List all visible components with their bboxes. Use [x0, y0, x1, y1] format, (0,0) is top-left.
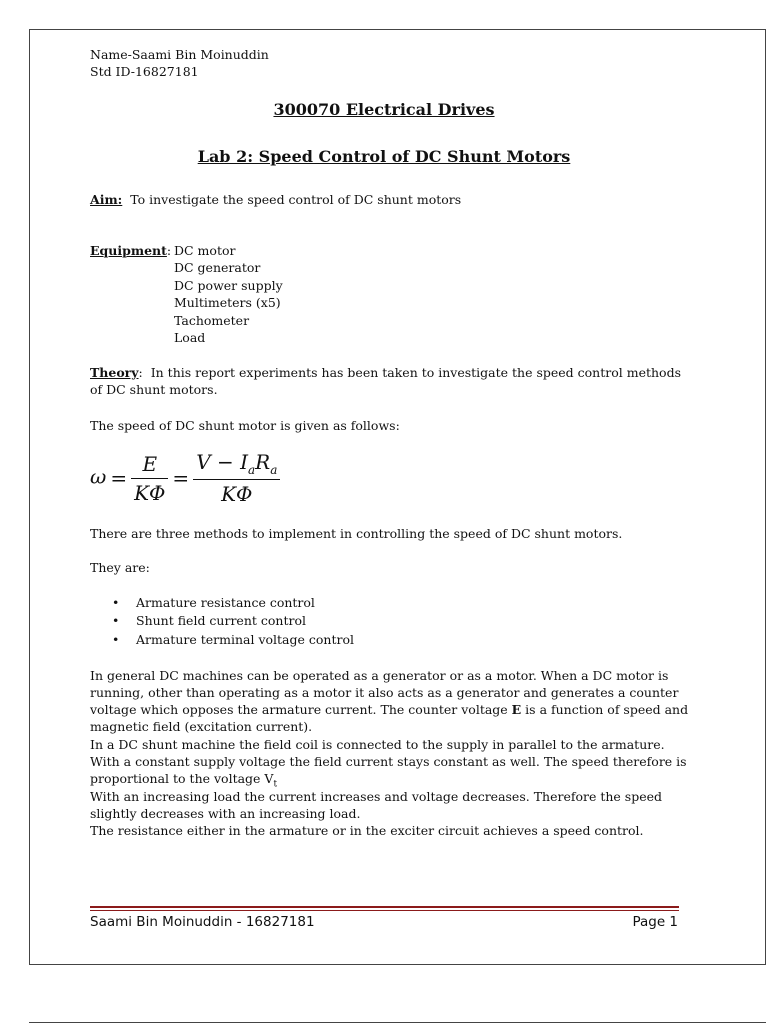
- theory-paragraph: Theory: In this report experiments has been taken to investigate the speed control methods of DC shunt motors.: [90, 365, 681, 397]
- page-number: Page 1: [632, 914, 678, 930]
- aim-text: To investigate the speed control of DC shunt motors: [130, 192, 462, 207]
- list-item: • Armature resistance control: [112, 595, 315, 610]
- equipment-item: Multimeters (x5): [174, 295, 281, 310]
- bullet-icon: •: [112, 613, 120, 628]
- lab-title: Lab 2: Speed Control of DC Shunt Motors: [197, 147, 571, 166]
- footer-divider: [90, 906, 679, 908]
- equipment-item: Load: [174, 330, 206, 345]
- bullet-icon: •: [112, 595, 120, 610]
- bullet-icon: •: [112, 632, 120, 647]
- body-paragraph-3: With an increasing load the current increases and voltage decreases. Therefore the speed slightly decreases with an increasing load.: [90, 789, 663, 821]
- theory-label: Theory: [90, 365, 139, 380]
- speed-intro: The speed of DC shunt motor is given as follows:: [90, 418, 400, 433]
- list-item: • Armature terminal voltage control: [112, 632, 354, 647]
- equipment-item: DC motor: [174, 243, 236, 258]
- aim-label: Aim:: [90, 192, 123, 207]
- next-page-border: [29, 1022, 766, 1023]
- equipment-label: Equipment: [90, 243, 167, 258]
- counter-voltage-symbol: E: [511, 702, 522, 717]
- equation-fraction-2: $\frac{V - I_aR_a}{K\Phi}$: [193, 450, 280, 506]
- speed-equation: ω = $\frac{E}{K\Phi}$ = $\frac{V - I_aR_a}{K\Phi}$: [90, 450, 280, 506]
- body-paragraph-1: In general DC machines can be operated as a generator or as a motor. When a DC motor is running, other than operating as a motor it also acts as a generator and generates a counter voltage which opposes the armature current. The counter voltage E is a function of speed and magnetic field (excitation current).: [90, 668, 689, 734]
- equation-omega: ω: [90, 464, 107, 489]
- footer-author: Saami Bin Moinuddin - 16827181: [90, 914, 315, 930]
- equipment-item: DC generator: [174, 260, 261, 275]
- course-title: 300070 Electrical Drives: [273, 100, 495, 119]
- equipment-label-line: Equipment:: [90, 243, 172, 258]
- methods-intro: There are three methods to implement in controlling the speed of DC shunt motors.: [90, 526, 623, 541]
- list-item: • Shunt field current control: [112, 613, 306, 628]
- student-name: Name-Saami Bin Moinuddin: [90, 47, 269, 62]
- they-are: They are:: [90, 560, 150, 575]
- equipment-item: DC power supply: [174, 278, 283, 293]
- body-paragraph-4: The resistance either in the armature or in the exciter circuit achieves a speed control.: [90, 823, 644, 838]
- footer-divider: [90, 910, 679, 911]
- body-paragraph-2: In a DC shunt machine the field coil is connected to the supply in parallel to the armature. With a constant supply voltage the field current stays constant as well. The speed therefore is proportional to the voltage $V_t$: [90, 737, 687, 790]
- aim-line: [90, 191, 461, 208]
- equation-fraction-1: $\frac{E}{K\Phi}$: [131, 452, 168, 505]
- student-id: Std ID-16827181: [90, 64, 199, 79]
- equipment-item: Tachometer: [174, 313, 250, 328]
- theory-text: In this report experiments has been taken to investigate the speed control methods of DC shunt motors.: [90, 365, 681, 397]
